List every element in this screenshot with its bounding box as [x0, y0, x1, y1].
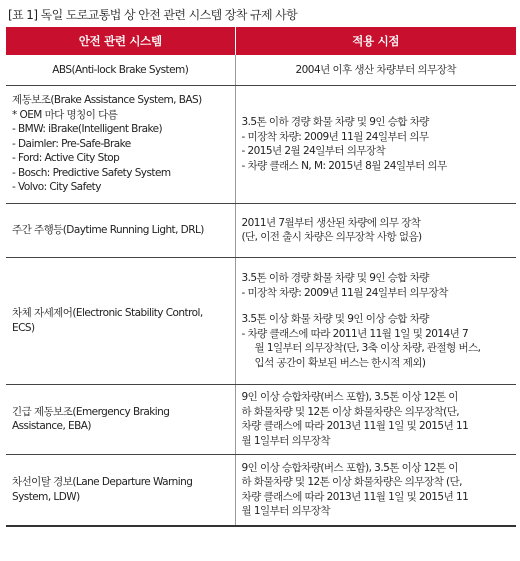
cell-line: - Ford: Active City Stop: [12, 152, 120, 165]
row-ldw-system: [6, 454, 235, 526]
cell-line: (단, 이전 출시 차량은 의무장착 사항 없음): [241, 231, 422, 243]
cell-line: 차량 클래스에 따라 2013년 11월 1일 및 2015년 11: [241, 490, 469, 503]
cell-line: - 미장착 차량: 2009년 11월 24일부터 의무장착: [241, 286, 448, 299]
table-row: [6, 203, 516, 257]
cell-line: 2004년 이후 생산 차량부터 의무장착: [295, 63, 456, 76]
cell-line-indented: 월 1일부터 의무장착(단, 3축 이상 차량, 관절형 버스,: [254, 342, 481, 354]
cell-line: - Daimler: Pre-Safe-Brake: [12, 137, 131, 150]
cell-line: - 미장착 차량: 2009년 11월 24일부터 의무: [241, 130, 429, 143]
table-row: [6, 85, 516, 203]
cell-line: 차량 클래스에 따라 2013년 11월 1일 및 2015년 11: [241, 420, 469, 432]
row-abs-system: [6, 55, 235, 85]
paragraph-gap: [242, 300, 511, 312]
cell-line: 주간 주행등(Daytime Running Light, DRL): [12, 223, 204, 236]
row-ecs-timing: [235, 257, 516, 384]
table-row: [6, 384, 516, 454]
cell-line: 3.5톤 이하 경량 화물 차량 및 9인 승합 차량: [241, 272, 429, 284]
cell-line: 하 화물차량 및 12톤 이상 화물차량은 의무장착(단,: [241, 405, 460, 418]
cell-line: - 2015년 2월 24일부터 의무장착: [241, 145, 386, 157]
row-bas-timing: [235, 85, 516, 203]
cell-line: 월 1일부터 의무장착: [241, 505, 330, 518]
regulation-table: [6, 27, 516, 527]
cell-line: 3.5톤 이하 경량 화물 차량 및 9인 승합 차량: [241, 116, 429, 128]
cell-line: 차체 자세제어(Electronic Stability Control,: [12, 307, 203, 319]
cell-line: - Volvo: City Safety: [12, 181, 101, 194]
row-drl-system: [6, 203, 235, 257]
cell-line: - 차량 클래스에 따라 2011년 11월 1일 및 2014년 7: [241, 327, 469, 340]
cell-line: 제동보조(Brake Assistance System, BAS): [12, 94, 202, 107]
row-eba-timing: [235, 384, 516, 454]
cell-line-indented: 입석 공간이 확보된 버스는 한시적 제외): [254, 356, 426, 369]
row-ecs-system: [6, 257, 235, 384]
row-abs-timing: [235, 55, 516, 85]
table-row: [6, 55, 516, 85]
cell-line: ECS): [12, 321, 35, 334]
cell-line: - 차량 클래스 N, M: 2015년 8월 24일부터 의무: [241, 159, 447, 172]
cell-line: * OEM 마다 명칭이 다름: [12, 108, 118, 121]
cell-line: 하 화물차량 및 12톤 이상 화물차량은 의무장착 (단,: [241, 476, 462, 489]
cell-line: 9인 이상 승합차량(버스 포함), 3.5톤 이상 12톤 이: [241, 461, 458, 474]
cell-line: 긴급 제동보조(Emergency Braking: [12, 405, 170, 418]
cell-line: 2011년 7월부터 생산된 차량에 의무 장착: [241, 216, 421, 229]
row-ldw-timing: [235, 454, 516, 526]
table-caption: [표 1] 독일 도로교통법 상 안전 관련 시스템 장착 규제 사항: [8, 8, 298, 22]
header-application-timing: 적용 시점: [235, 27, 516, 55]
cell-line: ABS(Anti-lock Brake System): [52, 63, 189, 76]
table-header-row: [6, 27, 516, 55]
table-row: [6, 257, 516, 384]
cell-line: - BMW: iBrake(Intelligent Brake): [12, 123, 163, 136]
cell-line: Assistance, EBA): [12, 420, 91, 432]
cell-line: 차선이탈 경보(Lane Departure Warning: [12, 476, 193, 489]
row-drl-timing: [235, 203, 516, 257]
table-row: [6, 454, 516, 526]
cell-line: System, LDW): [12, 490, 80, 503]
row-bas-system: [6, 85, 235, 203]
header-safety-system: 안전 관련 시스템: [6, 27, 235, 55]
cell-line: 3.5톤 이상 화물 차량 및 9인 이상 승합 차량: [241, 313, 429, 325]
cell-line: - Bosch: Predictive Safety System: [12, 166, 171, 179]
cell-line: 9인 이상 승합차량(버스 포함), 3.5톤 이상 12톤 이: [241, 391, 458, 403]
row-eba-system: [6, 384, 235, 454]
cell-line: 월 1일부터 의무장착: [241, 434, 330, 447]
